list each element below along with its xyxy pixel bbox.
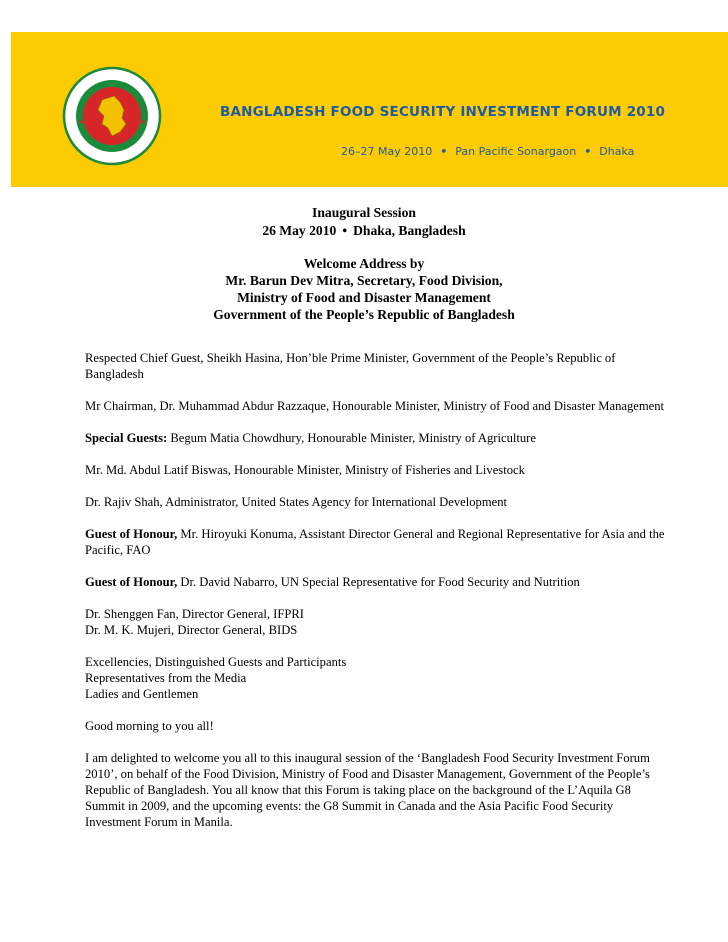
session-title: Inaugural Session [312,205,416,220]
government-seal-icon [62,66,162,166]
forum-venue: Pan Pacific Sonargaon [455,145,577,158]
label-guest-of-honour: Guest of Honour, [85,527,178,541]
address-government: Government of the People’s Republic of Bangladesh [213,307,515,322]
svg-text:★: ★ [78,118,85,126]
guest-of-honour-fao-text: Mr. Hiroyuki Konuma, Assistant Director General and Regional Representative for Asia and the Pacific, FAO [85,527,665,557]
salutation-ladies-gentlemen: Ladies and Gentlemen [85,687,199,701]
director-ifpri: Dr. Shenggen Fan, Director General, IFPRI [85,607,304,621]
address-speaker: Mr. Barun Dev Mitra, Secretary, Food Division, [225,273,503,288]
session-date-location [0,222,728,240]
welcome-paragraph: I am delighted to welcome you all to this inaugural session of the ‘Bangladesh Food Security Investment Forum 2010’, on behalf of the Food Division, Ministry of Food and Disaster Management, Government of the People’s Republic of Bangladesh. You all know that this Forum is taking place on the background of the L’Aquila G8 Summit in 2009, and the upcoming events: the G8 Summit in Canada and the Asia Pacific Food Security Investment Forum in Manila. [85,751,650,829]
special-guests-text: Begum Matia Chowdhury, Honourable Minister, Ministry of Agriculture [167,431,536,445]
salutation-media: Representatives from the Media [85,671,247,685]
salutation-guest-of-honour-un [85,574,665,590]
salutation-fisheries-minister: Mr. Md. Abdul Latif Biswas, Honourable Minister, Ministry of Fisheries and Livestock [85,463,525,477]
salutation-directors [85,606,665,638]
svg-text:★: ★ [140,118,147,126]
label-special-guests: Special Guests: [85,431,168,445]
greeting: Good morning to you all! [85,719,214,733]
forum-dates: 26–27 May 2010 [341,145,433,158]
label-guest-of-honour: Guest of Honour, [85,575,178,589]
separator-dot: • [342,223,348,238]
salutation-special-guests [85,430,665,446]
forum-title: BANGLADESH FOOD SECURITY INVESTMENT FORUM 2010 [220,104,666,120]
salutation-chief-guest: Respected Chief Guest, Sheikh Hasina, Hon’ble Prime Minister, Government of the People’s Republic of Bangladesh [85,351,616,381]
speech-body [85,350,665,846]
session-date: 26 May 2010 [262,223,337,238]
salutation-usaid: Dr. Rajiv Shah, Administrator, United States Agency for International Development [85,495,507,509]
session-location: Dhaka, Bangladesh [353,223,466,238]
guest-of-honour-un-text: Dr. David Nabarro, UN Special Representative for Food Security and Nutrition [177,575,580,589]
director-bids: Dr. M. K. Mujeri, Director General, BIDS [85,623,298,637]
salutation-chairman: Mr Chairman, Dr. Muhammad Abdur Razzaque, Honourable Minister, Ministry of Food and Disaster Management [85,399,665,413]
forum-city: Dhaka [599,145,635,158]
salutation-general [85,654,665,702]
salutation-guest-of-honour-fao [85,526,665,558]
salutation-excellencies: Excellencies, Distinguished Guests and Participants [85,655,347,669]
address-ministry: Ministry of Food and Disaster Management [237,290,491,305]
forum-details [341,145,634,158]
address-title: Welcome Address by [303,256,425,271]
separator-dot: • [584,145,592,158]
separator-dot: • [440,145,448,158]
